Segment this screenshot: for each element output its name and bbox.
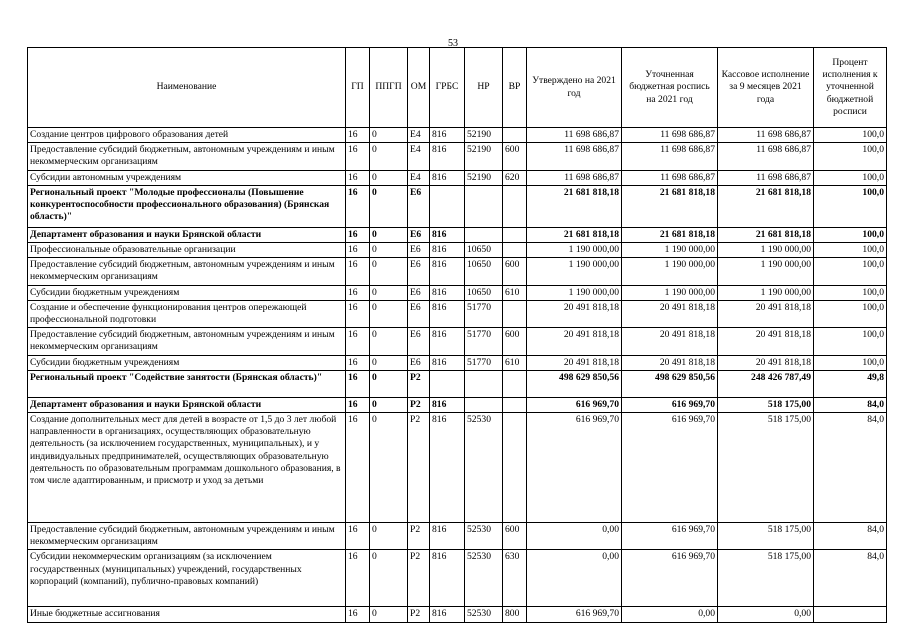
cell-nr: 52530 (465, 550, 503, 607)
cell-refined: 21 681 818,18 (622, 227, 718, 242)
cell-name: Субсидии бюджетным учреждениям (28, 355, 346, 370)
cell-ppgp: 0 (370, 397, 408, 412)
cell-percent: 84,0 (814, 523, 887, 550)
cell-ppgp: 0 (370, 300, 408, 327)
cell-cash: 518 175,00 (718, 413, 814, 523)
cell-grbs: 816 (430, 355, 465, 370)
cell-vr (503, 397, 527, 412)
cell-cash: 518 175,00 (718, 523, 814, 550)
cell-cash: 21 681 818,18 (718, 185, 814, 227)
cell-percent: 100,0 (814, 243, 887, 258)
cell-approved: 20 491 818,18 (527, 355, 622, 370)
cell-nr: 52190 (465, 143, 503, 170)
col-header-grbs: ГРБС (430, 48, 465, 128)
table-row (28, 607, 887, 622)
cell-ppgp: 0 (370, 370, 408, 397)
cell-om: E6 (408, 285, 430, 300)
cell-om: E6 (408, 300, 430, 327)
cell-grbs: 816 (430, 143, 465, 170)
table-row (28, 170, 887, 185)
cell-nr: 52190 (465, 128, 503, 143)
table-row (28, 185, 887, 227)
cell-ppgp: 0 (370, 285, 408, 300)
cell-vr (503, 128, 527, 143)
cell-percent: 100,0 (814, 355, 887, 370)
cell-name: Субсидии автономным учреждениям (28, 170, 346, 185)
cell-cash: 0,00 (718, 607, 814, 622)
cell-percent: 100,0 (814, 128, 887, 143)
cell-om: E6 (408, 243, 430, 258)
cell-percent: 100,0 (814, 300, 887, 327)
cell-om: P2 (408, 370, 430, 397)
cell-ppgp: 0 (370, 243, 408, 258)
cell-nr: 52530 (465, 607, 503, 622)
cell-name: Предоставление субсидий бюджетным, автономным учреждениям и иным некоммерческим организациям (28, 328, 346, 355)
cell-nr: 10650 (465, 258, 503, 285)
cell-grbs: 816 (430, 300, 465, 327)
cell-vr (503, 370, 527, 397)
cell-grbs: 816 (430, 523, 465, 550)
cell-cash: 11 698 686,87 (718, 143, 814, 170)
cell-grbs: 816 (430, 285, 465, 300)
cell-refined: 0,00 (622, 607, 718, 622)
cell-gp: 16 (346, 185, 370, 227)
cell-grbs (430, 370, 465, 397)
cell-refined: 616 969,70 (622, 550, 718, 607)
col-header-ppgp: ППГП (370, 48, 408, 128)
cell-om: E4 (408, 143, 430, 170)
cell-om: P2 (408, 523, 430, 550)
cell-percent: 100,0 (814, 258, 887, 285)
cell-ppgp: 0 (370, 258, 408, 285)
cell-name: Департамент образования и науки Брянской области (28, 397, 346, 412)
cell-name: Профессиональные образовательные организации (28, 243, 346, 258)
cell-cash: 518 175,00 (718, 397, 814, 412)
cell-grbs: 816 (430, 328, 465, 355)
cell-om: P2 (408, 550, 430, 607)
cell-refined: 21 681 818,18 (622, 185, 718, 227)
cell-gp: 16 (346, 243, 370, 258)
col-header-cash: Кассовое исполнение за 9 месяцев 2021 года (718, 48, 814, 128)
cell-approved: 20 491 818,18 (527, 300, 622, 327)
cell-refined: 11 698 686,87 (622, 170, 718, 185)
cell-percent: 84,0 (814, 397, 887, 412)
cell-name: Предоставление субсидий бюджетным, автономным учреждениям и иным некоммерческим организациям (28, 143, 346, 170)
cell-percent: 100,0 (814, 227, 887, 242)
budget-table (27, 47, 887, 623)
cell-gp: 16 (346, 128, 370, 143)
table-body (28, 128, 887, 623)
cell-name: Создание и обеспечение функционирования центров опережающей профессиональной подготовки (28, 300, 346, 327)
cell-gp: 16 (346, 355, 370, 370)
cell-gp: 16 (346, 523, 370, 550)
cell-vr (503, 413, 527, 523)
cell-cash: 20 491 818,18 (718, 355, 814, 370)
col-header-refined: Уточненная бюджетная роспись на 2021 год (622, 48, 718, 128)
cell-nr: 51770 (465, 300, 503, 327)
cell-cash: 518 175,00 (718, 550, 814, 607)
cell-cash: 1 190 000,00 (718, 258, 814, 285)
cell-grbs: 816 (430, 128, 465, 143)
cell-grbs: 816 (430, 550, 465, 607)
cell-om: P2 (408, 413, 430, 523)
cell-gp: 16 (346, 413, 370, 523)
cell-percent: 100,0 (814, 285, 887, 300)
cell-percent: 100,0 (814, 328, 887, 355)
cell-gp: 16 (346, 170, 370, 185)
cell-om: P2 (408, 607, 430, 622)
cell-approved: 11 698 686,87 (527, 143, 622, 170)
cell-grbs: 816 (430, 413, 465, 523)
cell-approved: 21 681 818,18 (527, 227, 622, 242)
header-row (28, 48, 887, 128)
cell-vr: 600 (503, 143, 527, 170)
col-header-gp: ГП (346, 48, 370, 128)
cell-approved: 11 698 686,87 (527, 170, 622, 185)
col-header-nr: НР (465, 48, 503, 128)
cell-percent: 100,0 (814, 143, 887, 170)
cell-approved: 1 190 000,00 (527, 285, 622, 300)
cell-refined: 498 629 850,56 (622, 370, 718, 397)
cell-ppgp: 0 (370, 128, 408, 143)
col-header-percent: Процент исполнения к уточненной бюджетной росписи (814, 48, 887, 128)
cell-refined: 1 190 000,00 (622, 258, 718, 285)
cell-cash: 248 426 787,49 (718, 370, 814, 397)
page-number: 53 (448, 38, 458, 49)
cell-vr (503, 227, 527, 242)
cell-percent (814, 607, 887, 622)
table-row (28, 413, 887, 523)
cell-om: E6 (408, 185, 430, 227)
cell-vr (503, 300, 527, 327)
table-row (28, 370, 887, 397)
cell-vr: 600 (503, 328, 527, 355)
cell-percent: 100,0 (814, 170, 887, 185)
cell-grbs: 816 (430, 607, 465, 622)
cell-nr (465, 370, 503, 397)
cell-nr: 52190 (465, 170, 503, 185)
cell-ppgp: 0 (370, 227, 408, 242)
cell-ppgp: 0 (370, 185, 408, 227)
cell-approved: 498 629 850,56 (527, 370, 622, 397)
cell-approved: 616 969,70 (527, 413, 622, 523)
cell-ppgp: 0 (370, 355, 408, 370)
col-header-vr: ВР (503, 48, 527, 128)
cell-refined: 616 969,70 (622, 397, 718, 412)
cell-approved: 1 190 000,00 (527, 243, 622, 258)
cell-percent: 84,0 (814, 550, 887, 607)
cell-om: E6 (408, 328, 430, 355)
cell-name: Региональный проект "Молодые профессионалы (Повышение конкурентоспособности профессионального образования) (Брянская область)" (28, 185, 346, 227)
cell-approved: 21 681 818,18 (527, 185, 622, 227)
cell-cash: 21 681 818,18 (718, 227, 814, 242)
cell-om: E6 (408, 227, 430, 242)
cell-grbs: 816 (430, 243, 465, 258)
col-header-name: Наименование (28, 48, 346, 128)
cell-nr (465, 227, 503, 242)
cell-ppgp: 0 (370, 170, 408, 185)
cell-refined: 20 491 818,18 (622, 328, 718, 355)
cell-grbs: 816 (430, 227, 465, 242)
cell-vr: 600 (503, 523, 527, 550)
cell-cash: 11 698 686,87 (718, 128, 814, 143)
cell-approved: 0,00 (527, 523, 622, 550)
cell-cash: 1 190 000,00 (718, 285, 814, 300)
table-row (28, 300, 887, 327)
cell-vr: 620 (503, 170, 527, 185)
cell-approved: 616 969,70 (527, 397, 622, 412)
cell-gp: 16 (346, 227, 370, 242)
cell-nr: 10650 (465, 285, 503, 300)
cell-refined: 1 190 000,00 (622, 243, 718, 258)
cell-ppgp: 0 (370, 607, 408, 622)
table-row (28, 285, 887, 300)
table-row (28, 227, 887, 242)
cell-percent: 49,8 (814, 370, 887, 397)
cell-approved: 20 491 818,18 (527, 328, 622, 355)
col-header-approved: Утверждено на 2021 год (527, 48, 622, 128)
cell-om: P2 (408, 397, 430, 412)
cell-approved: 616 969,70 (527, 607, 622, 622)
table-row (28, 243, 887, 258)
table-row (28, 258, 887, 285)
cell-cash: 20 491 818,18 (718, 300, 814, 327)
cell-approved: 11 698 686,87 (527, 128, 622, 143)
table-row (28, 523, 887, 550)
table-row (28, 550, 887, 607)
cell-vr (503, 243, 527, 258)
cell-nr: 51770 (465, 328, 503, 355)
cell-nr (465, 185, 503, 227)
cell-grbs (430, 185, 465, 227)
cell-ppgp: 0 (370, 413, 408, 523)
cell-name: Создание центров цифрового образования детей (28, 128, 346, 143)
cell-nr: 10650 (465, 243, 503, 258)
cell-gp: 16 (346, 550, 370, 607)
cell-gp: 16 (346, 285, 370, 300)
cell-refined: 616 969,70 (622, 413, 718, 523)
cell-grbs: 816 (430, 170, 465, 185)
cell-vr: 610 (503, 285, 527, 300)
table-row (28, 128, 887, 143)
table-row (28, 143, 887, 170)
table-row (28, 355, 887, 370)
cell-refined: 20 491 818,18 (622, 300, 718, 327)
cell-cash: 1 190 000,00 (718, 243, 814, 258)
cell-om: E4 (408, 128, 430, 143)
cell-ppgp: 0 (370, 328, 408, 355)
cell-percent: 100,0 (814, 185, 887, 227)
cell-name: Субсидии некоммерческим организациям (за исключением государственных (муниципальных) учреждений, государственных корпораций (компаний), публично-правовых компаний) (28, 550, 346, 607)
cell-gp: 16 (346, 328, 370, 355)
cell-refined: 616 969,70 (622, 523, 718, 550)
table-row (28, 328, 887, 355)
cell-gp: 16 (346, 300, 370, 327)
cell-percent: 84,0 (814, 413, 887, 523)
cell-vr: 800 (503, 607, 527, 622)
cell-vr: 600 (503, 258, 527, 285)
cell-vr: 630 (503, 550, 527, 607)
cell-nr: 52530 (465, 413, 503, 523)
cell-nr: 51770 (465, 355, 503, 370)
cell-name: Субсидии бюджетным учреждениям (28, 285, 346, 300)
cell-ppgp: 0 (370, 523, 408, 550)
cell-vr: 610 (503, 355, 527, 370)
cell-name: Иные бюджетные ассигнования (28, 607, 346, 622)
cell-cash: 11 698 686,87 (718, 170, 814, 185)
cell-nr: 52530 (465, 523, 503, 550)
cell-nr (465, 397, 503, 412)
cell-name: Предоставление субсидий бюджетным, автономным учреждениям и иным некоммерческим организациям (28, 523, 346, 550)
cell-name: Предоставление субсидий бюджетным, автономным учреждениям и иным некоммерческим организациям (28, 258, 346, 285)
cell-gp: 16 (346, 143, 370, 170)
cell-name: Создание дополнительных мест для детей в возрасте от 1,5 до 3 лет любой направленности в организациях, осуществляющих образовательную деятельность (за исключением государственных, муниципальных), и у индивидуальных предпринимателей, осуществляющих образовательную деятельность по образовательным программам дошкольного образования, в том числе адаптированным, и присмотр и уход за детьми (28, 413, 346, 523)
cell-om: E6 (408, 258, 430, 285)
cell-refined: 11 698 686,87 (622, 143, 718, 170)
table-row (28, 397, 887, 412)
cell-om: E6 (408, 355, 430, 370)
cell-refined: 11 698 686,87 (622, 128, 718, 143)
cell-gp: 16 (346, 258, 370, 285)
cell-cash: 20 491 818,18 (718, 328, 814, 355)
cell-grbs: 816 (430, 258, 465, 285)
col-header-om: ОМ (408, 48, 430, 128)
cell-ppgp: 0 (370, 550, 408, 607)
cell-gp: 16 (346, 397, 370, 412)
cell-vr (503, 185, 527, 227)
cell-approved: 1 190 000,00 (527, 258, 622, 285)
cell-name: Департамент образования и науки Брянской области (28, 227, 346, 242)
cell-approved: 0,00 (527, 550, 622, 607)
cell-ppgp: 0 (370, 143, 408, 170)
cell-gp: 16 (346, 370, 370, 397)
cell-grbs: 816 (430, 397, 465, 412)
cell-gp: 16 (346, 607, 370, 622)
cell-om: E4 (408, 170, 430, 185)
cell-name: Региональный проект "Содействие занятости (Брянская область)" (28, 370, 346, 397)
cell-refined: 1 190 000,00 (622, 285, 718, 300)
cell-refined: 20 491 818,18 (622, 355, 718, 370)
